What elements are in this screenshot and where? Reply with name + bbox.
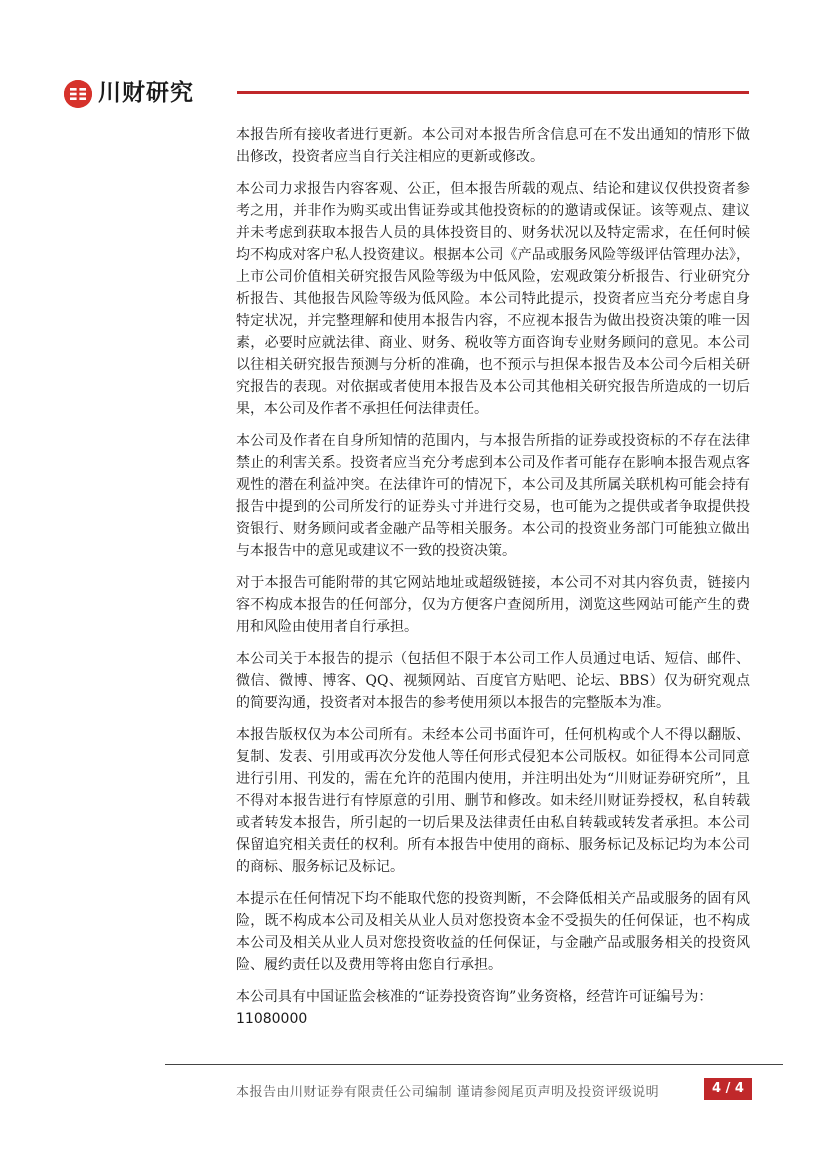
chuancai-logo-icon (64, 80, 92, 108)
paragraph-external-links: 对于本报告可能附带的其它网站地址或超级链接，本公司不对其内容负责，链接内容不构成本报告的任何部分，仅为方便客户查阅所用，浏览这些网站可能产生的费用和风险由使用者自行承担。 (236, 575, 750, 635)
page-number-badge: 4 / 4 (704, 1078, 752, 1100)
header-divider (237, 91, 749, 94)
paragraph-license: 本公司具有中国证监会核准的“证券投资咨询”业务资格，经营许可证编号为： (236, 989, 713, 1005)
brand-name: 川财研究 (98, 80, 194, 106)
disclaimer-body (236, 124, 750, 1040)
paragraph-copyright: 本报告版权仅为本公司所有。未经本公司书面许可，任何机构或个人不得以翻版、复制、发表、引用或再次分发他人等任何形式侵犯本公司版权。如征得本公司同意进行引用、刊发的，需在允许的范围内使用，并注明出处为“川财证券研究所”，且不得对本报告进行有悖原意的引用、删节和修改。如未经川财证券授权，私自转载或者转发本报告，所引起的一切后果及法律责任由私自转载或转发者承担。本公司保留追究相关责任的权利。所有本报告中使用的商标、服务标记及标记均为本公司的商标、服务标记及标记。 (236, 727, 750, 875)
license-number (236, 1008, 750, 1030)
license-number-value: 11080000 (236, 1011, 308, 1027)
paragraph-update-notice: 本报告所有接收者进行更新。本公司对本报告所含信息可在不发出通知的情形下做出修改，投资者应当自行关注相应的更新或修改。 (236, 127, 750, 165)
paragraph-objectivity: 本公司力求报告内容客观、公正，但本报告所载的观点、结论和建议仅供投资者参考之用，并非作为购买或出售证券或其他投资标的的邀请或保证。该等观点、建议并未考虑到获取本报告人员的具体投资目的、财务状况以及特定需求，在任何时候均不构成对客户私人投资建议。根据本公司《产品或服务风险等级评估管理办法》，上市公司价值相关研究报告风险等级为中低风险，宏观政策分析报告、行业研究分析报告、其他报告风险等级为低风险。本公司特此提示，投资者应当充分考虑自身特定状况，并完整理解和使用本报告内容，不应视本报告为做出投资决策的唯一因素，必要时应就法律、商业、财务、税收等方面咨询专业财务顾问的意见。本公司以往相关研究报告预测与分析的准确，也不预示与担保本报告及本公司今后相关研究报告的表现。对依据或者使用本报告及本公司其他相关研究报告所造成的一切后果，本公司及作者不承担任何法律责任。 (236, 181, 750, 417)
paragraph-risk-notice: 本提示在任何情况下均不能取代您的投资判断，不会降低相关产品或服务的固有风险，既不构成本公司及相关从业人员对您投资本金不受损失的任何保证，也不构成本公司及相关从业人员对您投资收益的任何保证，与金融产品或服务相关的投资风险、履约责任以及费用等将由您自行承担。 (236, 891, 750, 973)
page-header (0, 0, 827, 115)
footer-note: 本报告由川财证券有限责任公司编制 谨请参阅尾页声明及投资评级说明 (236, 1085, 660, 1100)
footer-divider (165, 1064, 783, 1065)
paragraph-conflict-of-interest: 本公司及作者在自身所知情的范围内，与本报告所指的证券或投资标的不存在法律禁止的利害关系。投资者应当充分考虑到本公司及作者可能存在影响本报告观点客观性的潜在利益冲突。在法律许可的情况下，本公司及其所属关联机构可能会持有报告中提到的公司所发行的证券头寸并进行交易，也可能为之提供或者争取提供投资银行、财务顾问或者金融产品等相关服务。本公司的投资业务部门可能独立做出与本报告中的意见或建议不一致的投资决策。 (236, 433, 750, 559)
logo-glyph (64, 80, 92, 108)
paragraph-communication: 本公司关于本报告的提示（包括但不限于本公司工作人员通过电话、短信、邮件、微信、微博、博客、QQ、视频网站、百度官方贴吧、论坛、BBS）仅为研究观点的简要沟通，投资者对本报告的参考使用须以本报告的完整版本为准。 (236, 651, 750, 711)
